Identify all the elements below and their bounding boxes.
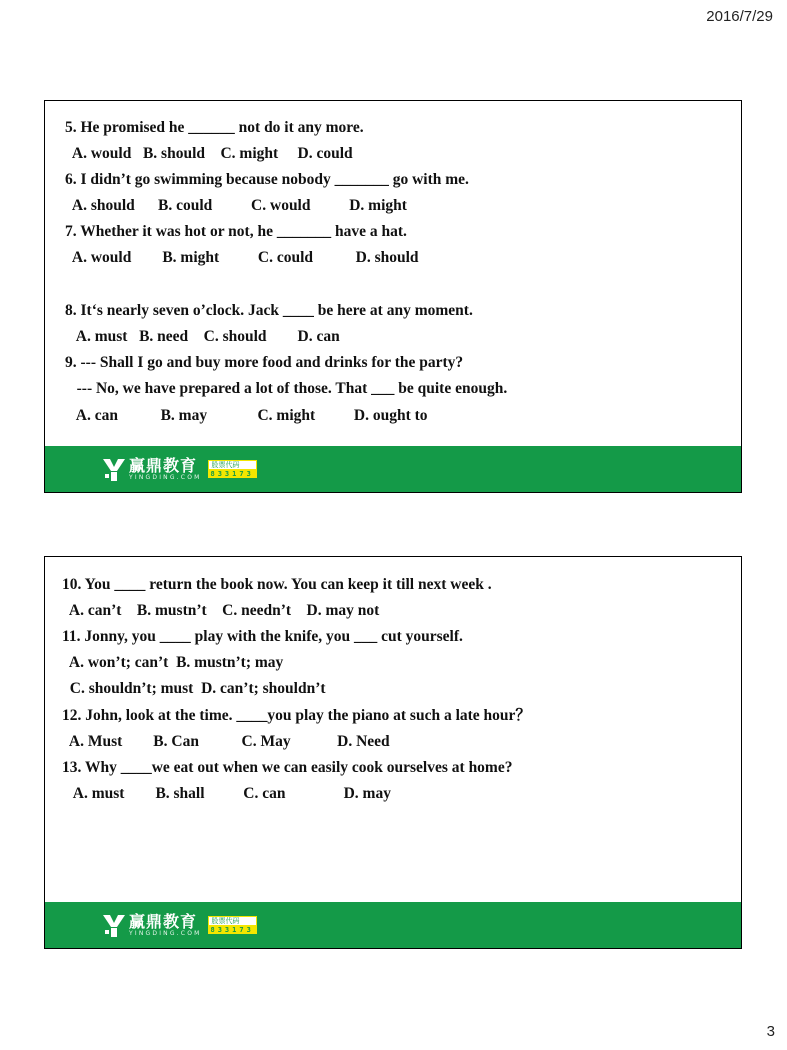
stock-code-badge — [208, 460, 257, 478]
slide-footer-bar — [45, 902, 741, 948]
slide-2 — [44, 556, 742, 949]
print-date: 2016/7/29 — [706, 8, 773, 25]
brand-logo — [103, 912, 257, 938]
question-10: 10. You ____ return the book now. You can keep it till next week . — [62, 576, 492, 593]
logo-text — [129, 457, 202, 481]
page-number: 3 — [766, 1023, 775, 1040]
logo-mark-icon — [103, 913, 125, 937]
question-7: 7. Whether it was hot or not, he _______ have a hat. — [65, 223, 407, 240]
logo-text — [129, 913, 202, 937]
stock-code-badge — [208, 916, 257, 934]
question-5: 5. He promised he ______ not do it any more. — [65, 119, 364, 136]
stock-code-value: 833173 — [208, 926, 257, 934]
question-13-options: A. must B. shall C. can D. may — [62, 785, 391, 802]
brand-name: 赢鼎教育 — [129, 912, 198, 931]
question-9-options: A. can B. may C. might D. ought to — [65, 407, 428, 424]
question-11-options-ab: A. won’t; can’t B. mustn’t; may — [62, 654, 284, 671]
slide-1-content — [45, 101, 741, 446]
stock-code-label: 股票代码 — [208, 460, 257, 470]
slide-footer-bar — [45, 446, 741, 492]
question-9-reply: --- No, we have prepared a lot of those. That ___ be quite enough. — [65, 380, 508, 397]
question-12-options: A. Must B. Can C. May D. Need — [62, 733, 390, 750]
question-5-options: A. would B. should C. might D. could — [65, 145, 353, 162]
question-11-options-cd: C. shouldn’t; must D. can’t; shouldn’t — [62, 680, 326, 697]
question-8-options: A. must B. need C. should D. can — [65, 328, 340, 345]
logo-mark-icon — [103, 457, 125, 481]
question-10-options: A. can’t B. mustn’t C. needn’t D. may not — [62, 602, 380, 619]
question-13: 13. Why ____we eat out when we can easily cook ourselves at home? — [62, 759, 513, 776]
question-12: 12. John, look at the time. ____you play the piano at such a late hour？ — [62, 707, 531, 724]
stock-code-label: 股票代码 — [208, 916, 257, 926]
brand-name: 赢鼎教育 — [129, 456, 198, 475]
question-9: 9. --- Shall I go and buy more food and drinks for the party? — [65, 354, 464, 371]
brand-url: YINGDING.COM — [129, 930, 202, 937]
slide-2-content — [45, 557, 741, 902]
question-11: 11. Jonny, you ____ play with the knife, you ___ cut yourself. — [62, 628, 463, 645]
brand-url: YINGDING.COM — [129, 474, 202, 481]
stock-code-value: 833173 — [208, 470, 257, 478]
question-8: 8. It‘s nearly seven o’clock. Jack ____ be here at any moment. — [65, 302, 473, 319]
question-6-options: A. should B. could C. would D. might — [65, 197, 407, 214]
brand-logo — [103, 456, 257, 482]
slide-1 — [44, 100, 742, 493]
question-6: 6. I didn’t go swimming because nobody _______ go with me. — [65, 171, 469, 188]
question-7-options: A. would B. might C. could D. should — [65, 249, 419, 266]
